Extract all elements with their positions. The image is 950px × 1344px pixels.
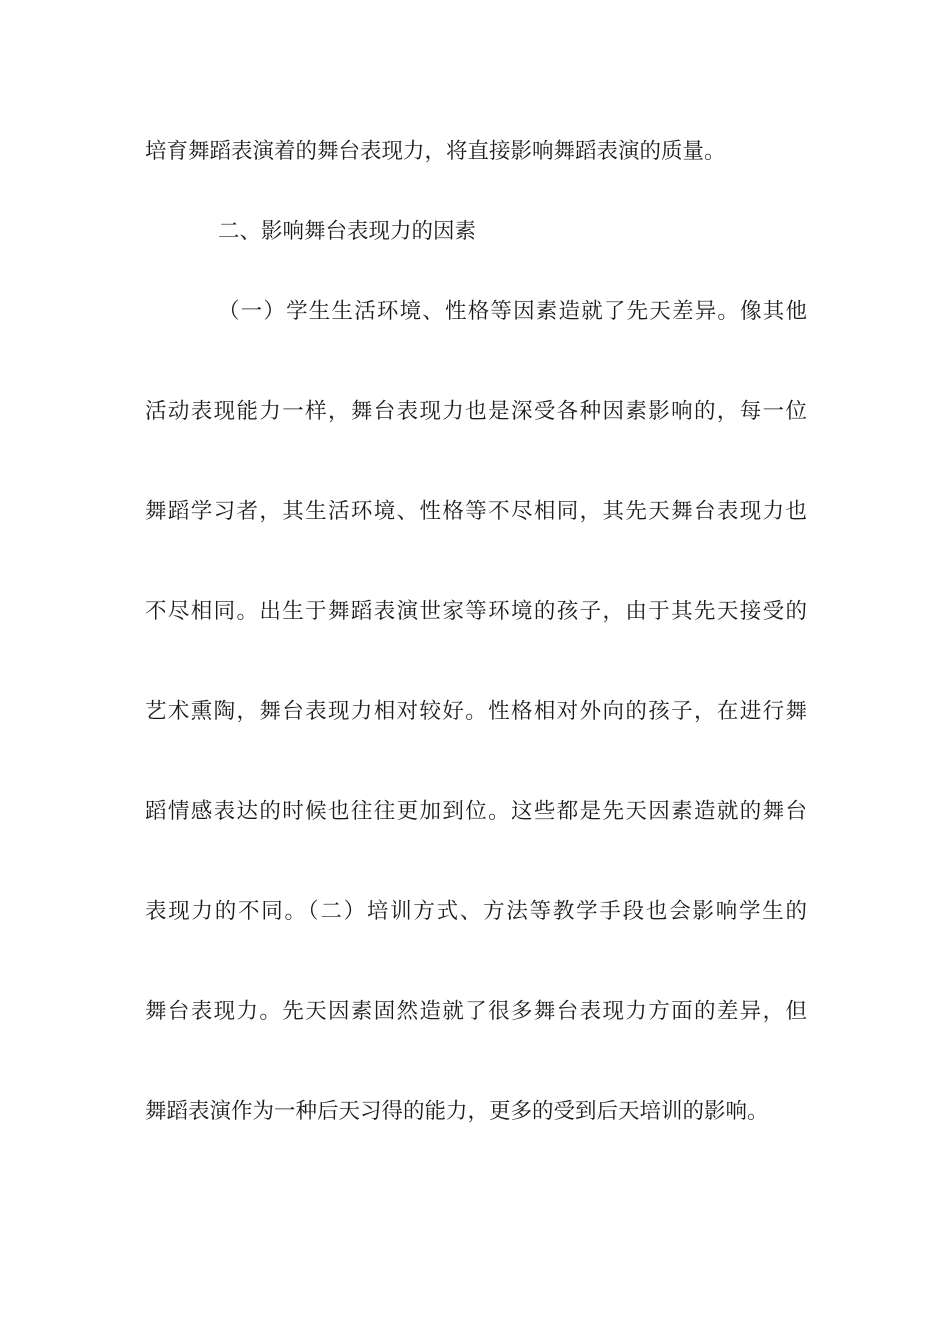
paragraph-line: 舞台表现力。先天因素固然造就了很多舞台表现力方面的差异，但: [145, 999, 809, 1024]
paragraph-line: 活动表现能力一样，舞台表现力也是深受各种因素影响的，每一位: [145, 399, 809, 424]
paragraph-line: 舞蹈表演作为一种后天习得的能力，更多的受到后天培训的影响。: [145, 1099, 769, 1124]
paragraph-line: （一）学生生活环境、性格等因素造就了先天差异。像其他: [218, 299, 809, 324]
paragraph-line: 培育舞蹈表演着的舞台表现力，将直接影响舞蹈表演的质量。: [145, 139, 726, 164]
paragraph-line: 表现力的不同。（二）培训方式、方法等教学手段也会影响学生的: [145, 899, 809, 924]
paragraph-line: 不尽相同。出生于舞蹈表演世家等环境的孩子，由于其先天接受的: [145, 599, 809, 624]
paragraph-line: 舞蹈学习者，其生活环境、性格等不尽相同，其先天舞台表现力也: [145, 499, 809, 524]
paragraph-line: 艺术熏陶，舞台表现力相对较好。性格相对外向的孩子，在进行舞: [145, 699, 809, 724]
section-heading: 二、影响舞台表现力的因素: [218, 219, 477, 244]
paragraph-line: 蹈情感表达的时候也往往更加到位。这些都是先天因素造就的舞台: [145, 799, 809, 824]
